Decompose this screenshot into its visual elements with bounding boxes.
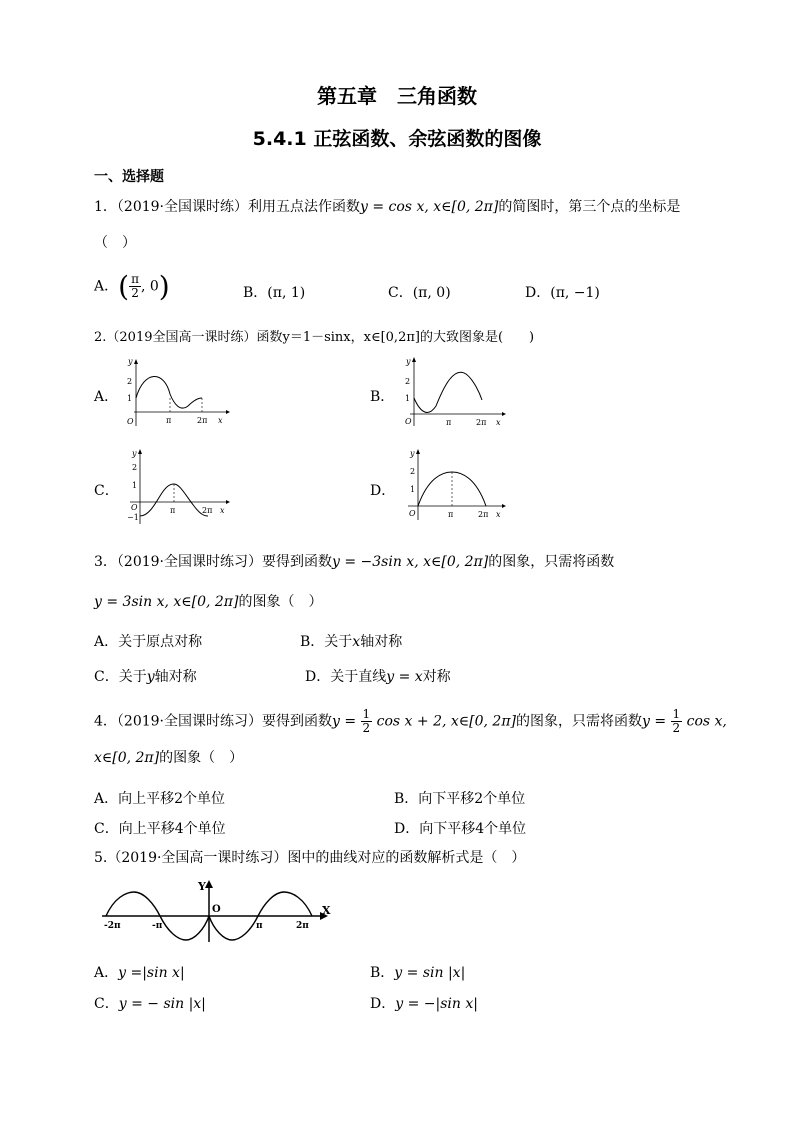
tick-2pi: 2π [476,418,487,427]
q3-option-b-post: 轴对称 [360,634,403,650]
q3-suffix: 的图象，只需将函数 [488,554,615,570]
q5-graph [98,876,334,946]
tick-1: 1 [405,394,411,403]
question-3 [94,552,614,572]
q1-option-a-label: A． [94,278,119,295]
x-axis-arrow [226,500,230,504]
tick-2pi: 2π [296,921,309,931]
q2-option-b-label: B． [370,389,395,405]
tick-minus-2pi: -2π [104,921,121,931]
q1-answer-paren: （ ） [94,235,136,251]
tick-1: 1 [132,481,138,490]
y-label: y [406,357,411,366]
q1-option-c-value: (π, 0) [412,285,451,301]
q3-line2-formula: y = 3sin x, x∈[0, 2π] [94,594,239,610]
curve [136,376,202,408]
q4-f1-num: 1 [362,707,371,721]
question-5: 5.（2019·全国高一课时练习）图中的曲线对应的函数解析式是（ ） [94,850,526,866]
q5-option-d [370,993,478,1013]
q4-f1-post: cos x + 2, x∈[0, 2π] [376,713,516,730]
x-axis-arrow [502,412,506,416]
q3-option-c-pre: C．关于 [94,669,147,685]
q4-f2-num: 1 [672,707,681,721]
q3-option-a: A．关于原点对称 [94,634,203,650]
tick-1: 1 [410,485,416,494]
x-axis-arrow [226,410,230,414]
q5-option-c [94,993,206,1013]
question-4-line2 [94,748,243,768]
x-label: x [220,506,225,515]
q1-suffix: 的简图时，第三个点的坐标是 [498,199,681,215]
q1-option-d-label: D． [525,285,551,301]
tick-minus-1: −1 [127,513,139,522]
q4-mid: 的图象，只需将函数 [515,713,642,730]
q5-option-d-eq: y = −|sin x| [395,996,478,1012]
x-label: x [496,510,501,519]
origin-label: O [131,503,138,512]
q3-line2-suffix: 的图象（ ） [238,594,323,610]
q4-line2-formula: x∈[0, 2π] [94,750,160,766]
x-label: X [322,904,331,917]
tick-2pi: 2π [202,506,213,515]
q5-option-b [370,962,465,982]
q4-f2-pre: y = [641,713,667,730]
y-label: Y [198,880,206,893]
question-3-line2 [94,592,322,612]
q4-prefix: 4．（2019·全国课时练习）要得到函数 [94,713,332,730]
q3-option-b [300,631,402,651]
q2-option-a-label: A． [94,389,119,405]
q5-option-c-eq: y = − sin |x| [118,996,206,1012]
q3-option-b-var: x [352,634,361,650]
q4-option-c: C．向上平移4个单位 [94,821,226,837]
q2-graph-a [122,356,232,432]
tick-1: 1 [127,394,133,403]
q4-line2-suffix: 的图象（ ） [159,750,244,766]
tick-pi: π [446,418,452,427]
q1-option-a-num: π [131,272,139,286]
q3-option-d-pre: D．关于直线 [305,669,387,685]
q1-prefix: 1．（2019·全国课时练）利用五点法作函数 [94,199,360,215]
q5-option-a [94,962,185,982]
q4-f1-den: 2 [362,721,371,735]
q1-option-a-rest: , 0 [140,278,159,295]
q1-option-a: A．( $\frac{\pi}{2}$ , 0) [94,270,170,303]
q3-option-c-var: y [146,669,155,685]
q3-option-b-pre: B．关于 [300,634,353,650]
y-axis-arrow [412,357,416,362]
tick-2: 2 [410,467,416,476]
q5-option-a-label: A． [94,965,119,981]
q1-option-d-value: (π, −1) [550,285,600,301]
q3-formula: y = −3sin x, x∈[0, 2π] [332,554,489,570]
tick-2: 2 [405,377,411,386]
q5-option-b-label: B． [370,965,395,981]
question-1 [94,197,680,217]
tick-2: 2 [132,463,138,472]
q4-f2-den: 2 [672,721,681,735]
q2-option-d-label: D． [370,483,396,499]
q1-option-c-label: C． [388,285,413,301]
y-label: y [132,449,137,458]
y-axis-arrow [138,449,142,454]
y-axis-arrow [134,359,138,364]
q1-formula: y = cos x, x∈[0, 2π] [360,199,499,215]
q2-graph-c [122,448,232,528]
q5-option-b-eq: y = sin |x| [394,965,466,981]
y-axis-arrow [416,449,420,454]
y-label: y [410,449,415,458]
q5-option-c-label: C． [94,996,119,1012]
q3-option-d [305,666,451,686]
q3-option-d-eq: y = x [386,669,423,685]
q1-option-c [388,282,451,302]
tick-pi: π [166,416,172,425]
q4-option-b: B．向下平移2个单位 [394,791,526,807]
q2-graph-d [398,448,508,528]
x-axis-arrow [502,504,506,508]
q3-prefix: 3．（2019·全国课时练习）要得到函数 [94,554,332,570]
tick-pi: π [256,921,263,931]
x-label: x [496,418,501,427]
q1-option-b [243,282,305,302]
q1-option-a-den: 2 [131,286,139,300]
chapter-title: 第五章 三角函数 [317,84,477,108]
q4-f2-post: cos x, [686,713,727,730]
tick-2pi: 2π [197,416,208,425]
tick-pi: π [170,506,176,515]
q3-option-c-post: 轴对称 [154,669,197,685]
x-label: x [218,416,223,425]
origin-label: O [127,417,134,426]
q4-option-a: A．向上平移2个单位 [94,791,226,807]
section-label: 一、选择题 [94,169,164,185]
tick-pi: π [448,510,454,519]
q3-option-c [94,666,197,686]
q1-option-b-value: (π, 1) [267,285,306,301]
y-label: y [128,357,133,366]
q1-option-d [525,282,600,302]
tick-2: 2 [127,377,133,386]
q5-option-d-label: D． [370,996,396,1012]
tick-minus-pi: -π [152,921,163,931]
q1-option-b-label: B． [243,285,268,301]
y-axis-arrow [205,880,213,888]
question-2: 2.（2019全国高一课时练）函数y＝1－sinx，x∈[0,2π]的大致图象是( ) [94,330,535,345]
q5-option-a-eq: y =|sin x| [118,965,185,981]
q3-option-d-post: 对称 [422,669,451,685]
curve [414,372,482,412]
q4-option-d: D．向下平移4个单位 [394,821,527,837]
q2-graph-b [398,356,508,432]
origin-label: O [212,904,221,915]
q4-f1-pre: y = [332,713,357,730]
q2-option-c-label: C． [94,483,119,499]
origin-label: O [409,509,416,518]
origin-label: O [405,417,412,426]
tick-2pi: 2π [478,510,489,519]
question-4 [94,708,727,735]
section-title: 5.4.1 正弦函数、余弦函数的图像 [252,128,542,150]
